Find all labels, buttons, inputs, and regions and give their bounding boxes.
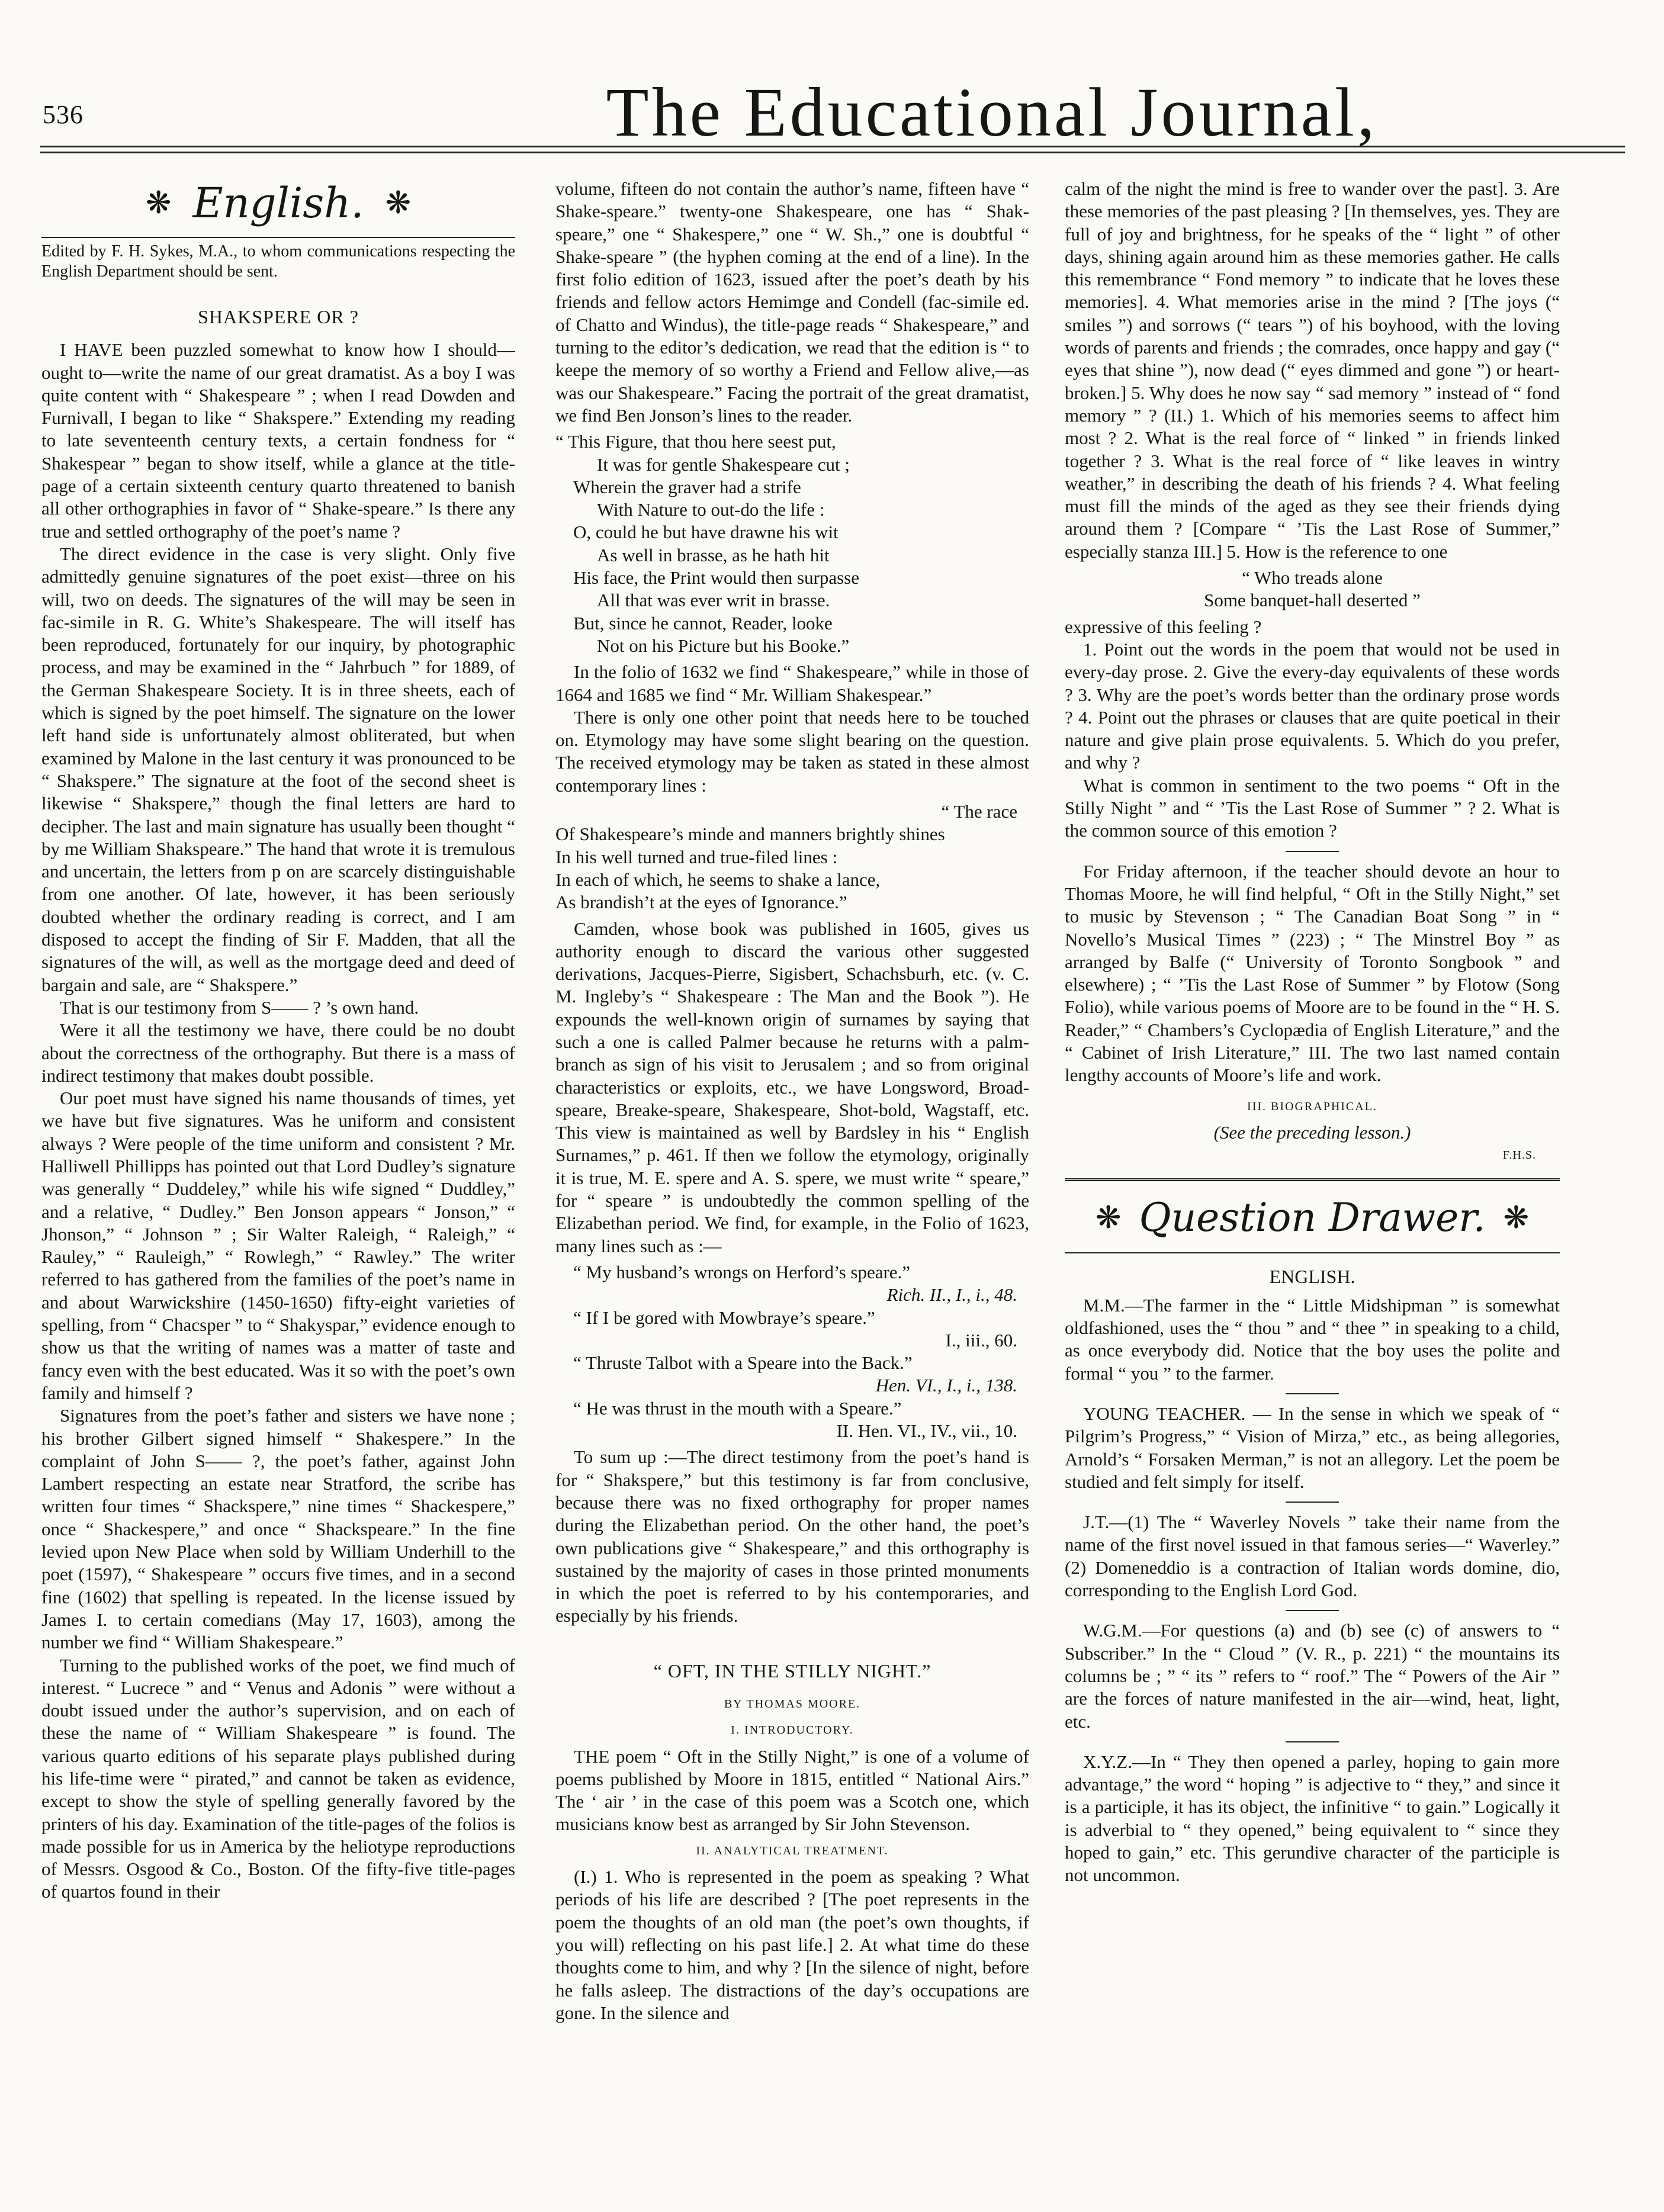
paragraph: (I.) 1. Who is represented in the poem as speaking ? What periods of his life are described ? [The poet represents in the poem the thoughts of an old man (the poet’s own thoughts, if you will) reflecting on his past life.] 2. At what time do these thoughts come to him, and why ? [In the silence of night, before he falls asleep. The distractions of the day’s occupations are gone. In the silence and [555,1866,1029,2023]
quote-line: Of Shakespeare’s minde and manners brightly shines [555,824,945,845]
quote-line: In each of which, he seems to shake a lance, [555,869,881,890]
separator-rule [1286,1741,1339,1742]
column-2 [555,178,1029,2188]
column-1 [41,178,515,2188]
quote-line: “ He was thrust in the mouth with a Speare.” [573,1397,902,1419]
quote-line: “ The race [941,801,1017,822]
paragraph: 1. Point out the words in the poem that would not be used in every-day prose. 2. Give the every-day equivalents of these words ? 3. Why are the poet’s words better than the ordinary prose words ? 4. Point out the phrases or clauses that are quite poetical in their nature and give plain prose equivalents. 5. Which do you prefer, and why ? [1065,638,1560,773]
paragraph: There is only one other point that needs here to be touched on. Etymology may have some slight bearing on the question. The received etymology may be taken as stated in these almost contemporary lines : [555,706,1029,796]
paragraph: Turning to the published works of the poet, we find much of interest. “ Lucrece ” and “ Venus and Adonis ” were without a doubt issued under the author’s supervision, and on each of these the name of “ William Shakespeare ” is found. The various quarto editions of his separate plays published during his life-time were “ pirated,” and cannot be taken as evidence, except to show the style of spelling generally favored by the printers of his day. Examination of the title-pages of the folios is made possible for us in America by the heliotype reproductions of Messrs. Osgood & Co., Boston. Of the fifty-five title-pages of quartos found in their [41,1654,515,1902]
question-drawer-title: Question Drawer. [1139,1195,1486,1241]
poem-line: As well in brasse, as he hath hit [597,544,830,565]
page-number: 536 [43,100,83,129]
qa-entry: X.Y.Z.—In “ They then opened a parley, hoping to gain more advantage,” the word “ hoping ” is adjective to “ they,” and since it is a participle, it has its object, the infinitive “ to gain.” Logically it is adverbial to “ they opened,” being equivalent to “ since they hoped to gain,” etc. This gerundive character of the participle is not uncommon. [1065,1751,1560,1886]
paragraph: I HAVE been puzzled somewhat to know how I should—ought to—write the name of our great dramatist. As a boy I was quite content with “ Shakespeare ” ; when I read Dowden and Furnivall, I began to like “ Shakspere.” Extending my reading to late seventeenth century texts, a certain fondness for “ Shakespear ” began to show itself, while a glance at the title-page of a certain sixteenth century quarto threatened to banish all other orthographies in favor of “ Shake-speare.” Is there any true and settled orthography of the poet’s name ? [41,339,515,542]
poem-line: Wherein the graver had a strife [573,476,801,497]
quote-line: Some banquet-hall deserted ” [1204,590,1421,611]
analysis-heading: II. ANALYTICAL TREATMENT. [696,1844,889,1857]
paragraph: For Friday afternoon, if the teacher should devote an hour to Thomas Moore, he will find helpful, “ Oft in the Stilly Night,” set to music by Stevenson ; “ The Canadian Boat Song ” in “ Novello’s Musical Times ” (223) ; “ The Minstrel Boy ” as arranged by Balfe (“ University of Toronto Songbook ” and elsewhere) ; “ ’Tis the Last Rose of Summer ” by Flotow (Song Folio), while various poems of Moore are to be found in the “ H. S. Reader,” “ Chambers’s Cyclopædia of English Literature,” and the “ Cabinet of Irish Literature,” III. The two last named contain lengthy accounts of Moore’s life and work. [1065,860,1560,1086]
poem-line: His face, the Print would then surpasse [573,567,859,589]
speare-quotes [555,1261,1029,1442]
flower-ornament-icon: ❋ [1095,1200,1122,1236]
masthead-title: The Educational Journal, [606,73,1378,151]
paragraph: What is common in sentiment to the two poems “ Oft in the Stilly Night ” and “ ’Tis the Last Rose of Summer ” ? 2. What is the common source of this emotion ? [1065,774,1560,841]
quote-line: “ If I be gored with Mowbraye’s speare.” [573,1307,875,1328]
stilly-quote [1065,567,1560,612]
bio-note: (See the preceding lesson.) [1213,1121,1411,1143]
flower-ornament-icon: ❋ [145,185,172,221]
stilly-byline: BY THOMAS MOORE. [724,1697,861,1711]
bio-heading: III. BIOGRAPHICAL. [1247,1099,1377,1113]
paragraph: calm of the night the mind is free to wander over the past]. 3. Are these memories of the past pleasing ? [In themselves, yes. They are full of joy and brightness, for he speaks of the “ light ” of other days, shining again around him as these memories gather. He calls this remembrance “ Fond memory ” to indicate that he loves these memories]. 4. What memories arise in the mind ? [The joys (“ smiles ”) and sorrows (“ tears ”) of his boyhood, with the loving words of parents and friends ; the comrades, once happy and gay (“ eyes that shine ”), now dead (“ eyes dimmed and gone ”) or heart-broken.] 5. Why does he now say “ sad memory ” instead of “ fond memory ” ? (II.) 1. Which of his memories seems to affect him most ? 2. What is the real force of “ linked ” in friends linked together ? 3. What is the real force of “ like leaves in wintry weather,” in describing the death of his friends ? 4. What feeling must fill the minds of the aged as they see their friends dying around them ? [Compare “ ’Tis the Last Rose of Summer,” especially stanza III.] 5. How is the reference to one [1065,178,1560,562]
separator-rule [1286,1610,1339,1611]
flower-ornament-icon: ❋ [1503,1200,1530,1236]
qa-entry: W.G.M.—For questions (a) and (b) see (c) of answers to “ Subscriber.” In the “ Cloud ” (V. R., p. 221) “ the mountains its columns be ; ” “ its ” refers to “ roof.” The “ Powers of the Air ” are the forces of nature manifested in the air—wind, heat, light, etc. [1065,1620,1560,1732]
question-drawer-subhead: ENGLISH. [1269,1266,1355,1288]
paragraph: In the folio of 1632 we find “ Shakespeare,” while in those of 1664 and 1685 we find “ Mr. William Shakespear.” [555,661,1029,705]
editor-signature: F.H.S. [1502,1149,1536,1162]
column-3 [1065,178,1560,2188]
english-section-header [41,178,515,229]
editor-note: Edited by F. H. Sykes, M.A., to whom communications respecting the English Department should be sent. [41,237,515,290]
qa-entry: YOUNG TEACHER. — In the sense in which we speak of “ Pilgrim’s Progress,” “ Vision of Mirza,” etc., as being allegories, Arnold’s “ Forsaken Merman,” is not an allegory. Let the poem be studied and felt simply for itself. [1065,1403,1560,1492]
english-section-title: English. [192,178,364,227]
poem-line: It was for gentle Shakespeare cut ; [597,454,850,475]
paragraph: Signatures from the poet’s father and sisters we have none ; his brother Gilbert signed himself “ Shakespere.” In the complaint of John S—— ?, the poet’s father, against John Lambert respecting an estate near Stratford, the scribe has written four times “ Shackspere,” nine times “ Shackespere,” once “ Shackespere,” and once “ Shackspeare.” In the fine levied upon New Place when sold by William Underhill to the poet (1597), “ Shakespeare ” occurs five times, and in a second fine (1602) that spelling is repeated. In the license issued by James I. to certain comedians (May 17, 1603), among the number we find “ William Shakespeare.” [41,1405,515,1653]
paragraph: Camden, whose book was published in 1605, gives us authority enough to discard the various other suggested derivations, Jacques-Pierre, Sigisbert, Schachsburh, etc. (v. C. M. Ingleby’s “ Shakespeare : The Man and the Book ”). He expounds the well-known origin of surnames by saying that such a one is called Palmer because he returns with a palm-branch as sign of his visit to Jerusalem ; and so from original characteristics or exploits, etc., we have Longsword, Broad-speare, Breake-speare, Shakespeare, Shot-bold, Wagstaff, etc. This view is maintained as well by Bardsley in his “ English Surnames,” p. 461. If then we follow the etymology, originally it is true, M. E. spere and A. S. spere, we must write “ speare,” for “ speare ” is undoubtedly the common spelling of the Elizabethan period. We find, for example, in the Folio of 1623, many lines such as :— [555,918,1029,1256]
quote-reference: Hen. VI., I., i., 138. [875,1375,1017,1396]
paragraph: volume, fifteen do not contain the author’s name, fifteen have “ Shake-speare.” twenty-one Shakespeare, one has “ Shak-speare,” one “ Shakespere,” one “ W. Sh.,” one is doubtful “ Shake-speare ” (the hyphen coming at the end of a line). In the first folio edition of 1623, issued after the poet’s death by his friends and fellow actors Hemimge and Condell (fac-simile ed. of Chatto and Windus), the title-page reads “ Shakespeare,” and turning to the editor’s dedication, we read that the edition is “ to keepe the memory of so worthy a Friend and Fellow alive,—as was our Shakespeare.” Facing the portrait of the great dramatist, we find Ben Jonson’s lines to the reader. [555,178,1029,426]
race-quote [555,800,1029,914]
article-title: SHAKSPERE OR ? [198,306,359,327]
quote-reference: II. Hen. VI., IV., vii., 10. [836,1420,1017,1442]
question-drawer-header [1065,1189,1560,1253]
quote-line: “ Who treads alone [1242,567,1383,589]
flower-ornament-icon: ❋ [385,185,412,221]
poem-line: Not on his Picture but his Booke.” [597,635,850,656]
paragraph: That is our testimony from S—— ? ’s own hand. [60,996,419,1018]
poem-line: All that was ever writ in brasse. [597,590,830,611]
quote-reference: Rich. II., I., i., 48. [886,1284,1017,1306]
poem-line: O, could he but have drawne his wit [573,522,839,543]
paragraph: expressive of this feeling ? [1065,616,1262,637]
quote-line: In his well turned and true-filed lines : [555,846,838,867]
paragraph: To sum up :—The direct testimony from the poet’s hand is for “ Shakspere,” but this testimony is far from conclusive, because there was no fixed orthography for proper names during the Elizabethan period. On the other hand, the poet’s own publications give “ Shakespeare,” and this orthography is sustained by the majority of cases in those printed monuments in which the poet is referred to by his contemporaries, and especially by his friends. [555,1446,1029,1626]
masthead-rule-bottom [40,152,1625,153]
separator-rule [1286,851,1339,852]
masthead-rule-top [40,146,1625,147]
poem-line: But, since he cannot, Reader, looke [573,612,833,634]
quote-line: As brandish’t at the eyes of Ignorance.” [555,892,847,913]
quote-reference: I., iii., 60. [945,1329,1017,1351]
quote-line: “ Thruste Talbot with a Speare into the Back.” [573,1352,913,1374]
intro-heading: I. INTRODUCTORY. [731,1724,854,1737]
paragraph: Were it all the testimony we have, there could be no doubt about the correctness of the orthography. But there is a mass of indirect testimony that makes doubt possible. [41,1020,515,1086]
paragraph: The direct evidence in the case is very slight. Only five admittedly genuine signatures of the poet exist—three on his will, two on deeds. The signatures of the will may be seen in fac-simile in R. G. White’s Shakespeare. The will itself has been reproduced, fortunately for our inquiry, by photographic process, and may be examined in the “ Jahrbuch ” for 1889, of the German Shakespeare Society. It is in three sheets, each of which is signed by the poet himself. The signature on the lower left hand side is unfortunately almost obliterated, but when examined by Malone in the last century it was pronounced to be “ Shakspere.” The signature at the foot of the second sheet is likewise “ Shakspere,” though the final letters are hard to decipher. The last and main signature has usually been thought “ by me William Shakspeare.” The hand that wrote it is tremulous and uncertain, the letters from p on are scarcely distinguishable from one another. Of late, however, it has been seriously doubted whether the ordinary reading is correct, and I am disposed to accept the finding of Sir F. Madden, that all the signatures of the will, as well as the mortgage deed and deed of bargain and sale, are “ Shakspere.” [41,543,515,995]
separator-rule [1286,1502,1339,1503]
qa-entry: M.M.—The farmer in the “ Little Midshipman ” is somewhat oldfashioned, uses the “ thou ” and “ thee ” in speaking to a child, as once everybody did. Notice that the boy uses the polite and formal “ you ” to the farmer. [1065,1294,1560,1384]
stilly-title: “ OFT, IN THE STILLY NIGHT.” [653,1660,931,1681]
poem-line: With Nature to out-do the life : [597,499,825,520]
paragraph: THE poem “ Oft in the Stilly Night,” is one of a volume of poems published by Moore in 1815, entitled “ National Airs.” The ‘ air ’ in the case of this poem was a Scotch one, which musicians know best as arranged by Sir John Stevenson. [555,1745,1029,1835]
paragraph: Our poet must have signed his name thousands of times, yet we have but five signatures. Was he uniform and consistent always ? Were people of the time uniform and consistent ? Mr. Halliwell Phillipps has pointed out that Lord Dudley’s signature was generally “ Duddeley,” while his wife signed “ Duddley,” and a relative, “ Dudley.” Ben Jonson appears “ Jonson,” “ Jhonson,” “ Johnson ” ; Sir Walter Raleigh, “ Raleigh,” “ Rauley,” “ Rauleigh,” “ Rowlegh,” “ Rawley.” The writer referred to has gathered from the families of the poet’s name in and about Warwickshire (1450-1650) fifty-eight varieties of spelling, from “ Chacsper ” to “ Shakyspar,” evidence enough to show us that the writing of names was a matter of taste and fancy even with the best educated. Was it so with the poet’s own family and himself ? [41,1088,515,1403]
quote-line: “ My husband’s wrongs on Herford’s speare.” [573,1261,911,1282]
section-divider [1065,1178,1560,1181]
qa-entry: J.T.—(1) The “ Waverley Novels ” take their name from the name of the first novel issued in that famous series—“ Waverley.” (2) Domeneddio is a contraction of Italian words domine, dio, corresponding to the English Lord God. [1065,1512,1560,1601]
poem-line: “ This Figure, that thou here seest put, [555,431,836,452]
separator-rule [1286,1393,1339,1394]
jonson-poem [555,430,1029,657]
